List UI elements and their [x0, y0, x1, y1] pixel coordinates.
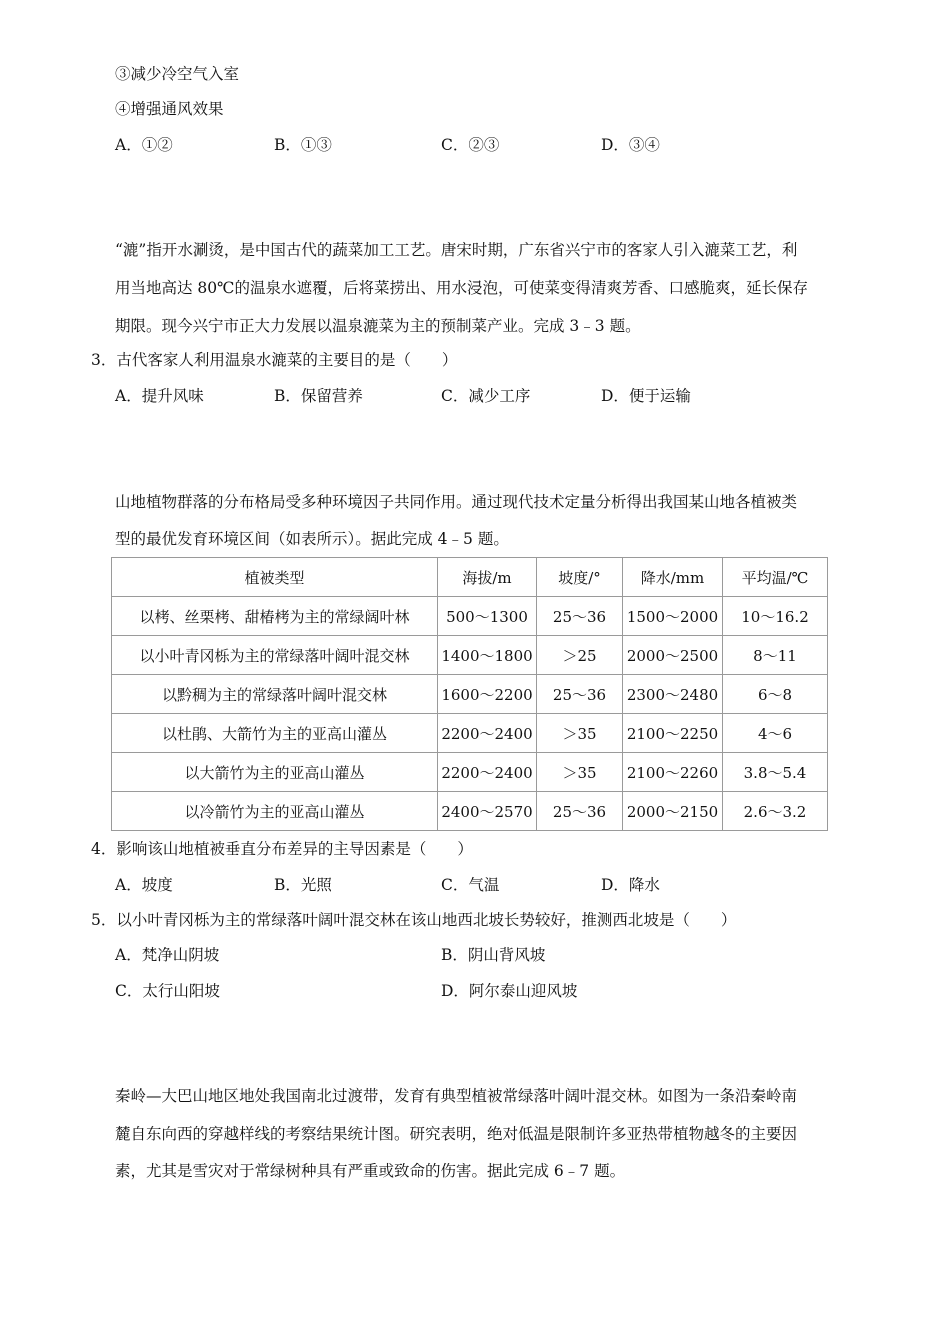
q4-option-b: B．光照 [274, 876, 332, 894]
q4-stem: 4．影响该山地植被垂直分布差异的主导因素是（ ） [91, 840, 473, 858]
cell-mean-temp: 4～6 [723, 714, 828, 753]
cell-mean-temp: 2.6～3.2 [723, 792, 828, 831]
table-row [112, 636, 828, 675]
passage3-line-2: 麓自东向西的穿越样线的考察结果统计图。研究表明，绝对低温是限制许多亚热带植物越冬的主要因 [115, 1125, 798, 1143]
q5-stem: 5．以小叶青冈栎为主的常绿落叶阔叶混交林在该山地西北坡长势较好，推测西北坡是（ ） [91, 911, 737, 929]
header-mean-temp: 平均温/℃ [723, 558, 828, 597]
q3-option-b: B．保留营养 [274, 387, 363, 405]
passage1-line-2: 用当地高达 80℃的温泉水遮覆，后将菜捞出、用水浸泡，可使菜变得清爽芳香、口感脆爽，延长保存 [115, 279, 808, 297]
cell-precipitation: 2300～2480 [623, 675, 723, 714]
q3-option-c: C．减少工序 [441, 387, 531, 405]
passage1-line-1: “漉”指开水涮烫，是中国古代的蔬菜加工工艺。唐宋时期，广东省兴宁市的客家人引入漉菜工艺，利 [115, 241, 798, 259]
table-row [112, 753, 828, 792]
cell-precipitation: 2100～2250 [623, 714, 723, 753]
q3-option-d: D．便于运输 [601, 387, 691, 405]
q4-option-c: C．气温 [441, 876, 500, 894]
vegetation-table [111, 557, 828, 831]
cell-altitude: 2200～2400 [438, 714, 537, 753]
header-precipitation: 降水/mm [623, 558, 723, 597]
passage3-line-1: 秦岭—大巴山地区地处我国南北过渡带，发育有典型植被常绿落叶阔叶混交林。如图为一条沿秦岭南 [115, 1087, 798, 1105]
cell-mean-temp: 3.8～5.4 [723, 753, 828, 792]
q2-option-a: A．①② [115, 136, 173, 154]
cell-slope: ＞35 [537, 714, 623, 753]
cell-altitude: 2400～2570 [438, 792, 537, 831]
table-row [112, 675, 828, 714]
table-row [112, 792, 828, 831]
statement-3: ③减少冷空气入室 [115, 65, 240, 83]
cell-slope: 25～36 [537, 792, 623, 831]
q2-option-b: B．①③ [274, 136, 332, 154]
q5-option-b: B．阴山背风坡 [441, 946, 546, 964]
passage2-line-1: 山地植物群落的分布格局受多种环境因子共同作用。通过现代技术定量分析得出我国某山地各植被类 [115, 493, 798, 511]
passage1-line-3: 期限。现今兴宁市正大力发展以温泉漉菜为主的预制菜产业。完成 3﹣3 题。 [115, 317, 641, 335]
cell-mean-temp: 8～11 [723, 636, 828, 675]
cell-slope: ＞35 [537, 753, 623, 792]
q2-option-d: D．③④ [601, 136, 660, 154]
q3-option-a: A．提升风味 [115, 387, 204, 405]
passage3-line-3: 素，尤其是雪灾对于常绿树种具有严重或致命的伤害。据此完成 6﹣7 题。 [115, 1162, 626, 1180]
cell-vegetation-type: 以冷箭竹为主的亚高山灌丛 [112, 792, 438, 831]
table-row [112, 714, 828, 753]
header-vegetation-type: 植被类型 [112, 558, 438, 597]
cell-precipitation: 2000～2500 [623, 636, 723, 675]
cell-vegetation-type: 以栲、丝栗栲、甜椿栲为主的常绿阔叶林 [112, 597, 438, 636]
cell-precipitation: 1500～2000 [623, 597, 723, 636]
cell-slope: 25～36 [537, 597, 623, 636]
cell-altitude: 2200～2400 [438, 753, 537, 792]
q4-option-a: A．坡度 [115, 876, 173, 894]
cell-precipitation: 2000～2150 [623, 792, 723, 831]
header-altitude: 海拔/m [438, 558, 537, 597]
q4-option-d: D．降水 [601, 876, 660, 894]
cell-mean-temp: 6～8 [723, 675, 828, 714]
cell-vegetation-type: 以大箭竹为主的亚高山灌丛 [112, 753, 438, 792]
table-header-row [112, 558, 828, 597]
q5-option-d: D．阿尔泰山迎风坡 [441, 982, 578, 1000]
cell-mean-temp: 10～16.2 [723, 597, 828, 636]
cell-vegetation-type: 以杜鹃、大箭竹为主的亚高山灌丛 [112, 714, 438, 753]
q3-stem: 3．古代客家人利用温泉水漉菜的主要目的是（ ） [91, 351, 458, 369]
statement-4: ④增强通风效果 [115, 100, 224, 118]
cell-altitude: 1600～2200 [438, 675, 537, 714]
cell-slope: ＞25 [537, 636, 623, 675]
passage2-line-2: 型的最优发育环境区间（如表所示）。据此完成 4﹣5 题。 [115, 530, 509, 548]
cell-precipitation: 2100～2260 [623, 753, 723, 792]
cell-altitude: 1400～1800 [438, 636, 537, 675]
cell-vegetation-type: 以黔稠为主的常绿落叶阔叶混交林 [112, 675, 438, 714]
cell-altitude: 500～1300 [438, 597, 537, 636]
q5-option-a: A．梵净山阴坡 [115, 946, 220, 964]
header-slope: 坡度/° [537, 558, 623, 597]
q2-option-c: C．②③ [441, 136, 500, 154]
cell-vegetation-type: 以小叶青冈栎为主的常绿落叶阔叶混交林 [112, 636, 438, 675]
table-row [112, 597, 828, 636]
q5-option-c: C．太行山阳坡 [115, 982, 220, 1000]
cell-slope: 25～36 [537, 675, 623, 714]
